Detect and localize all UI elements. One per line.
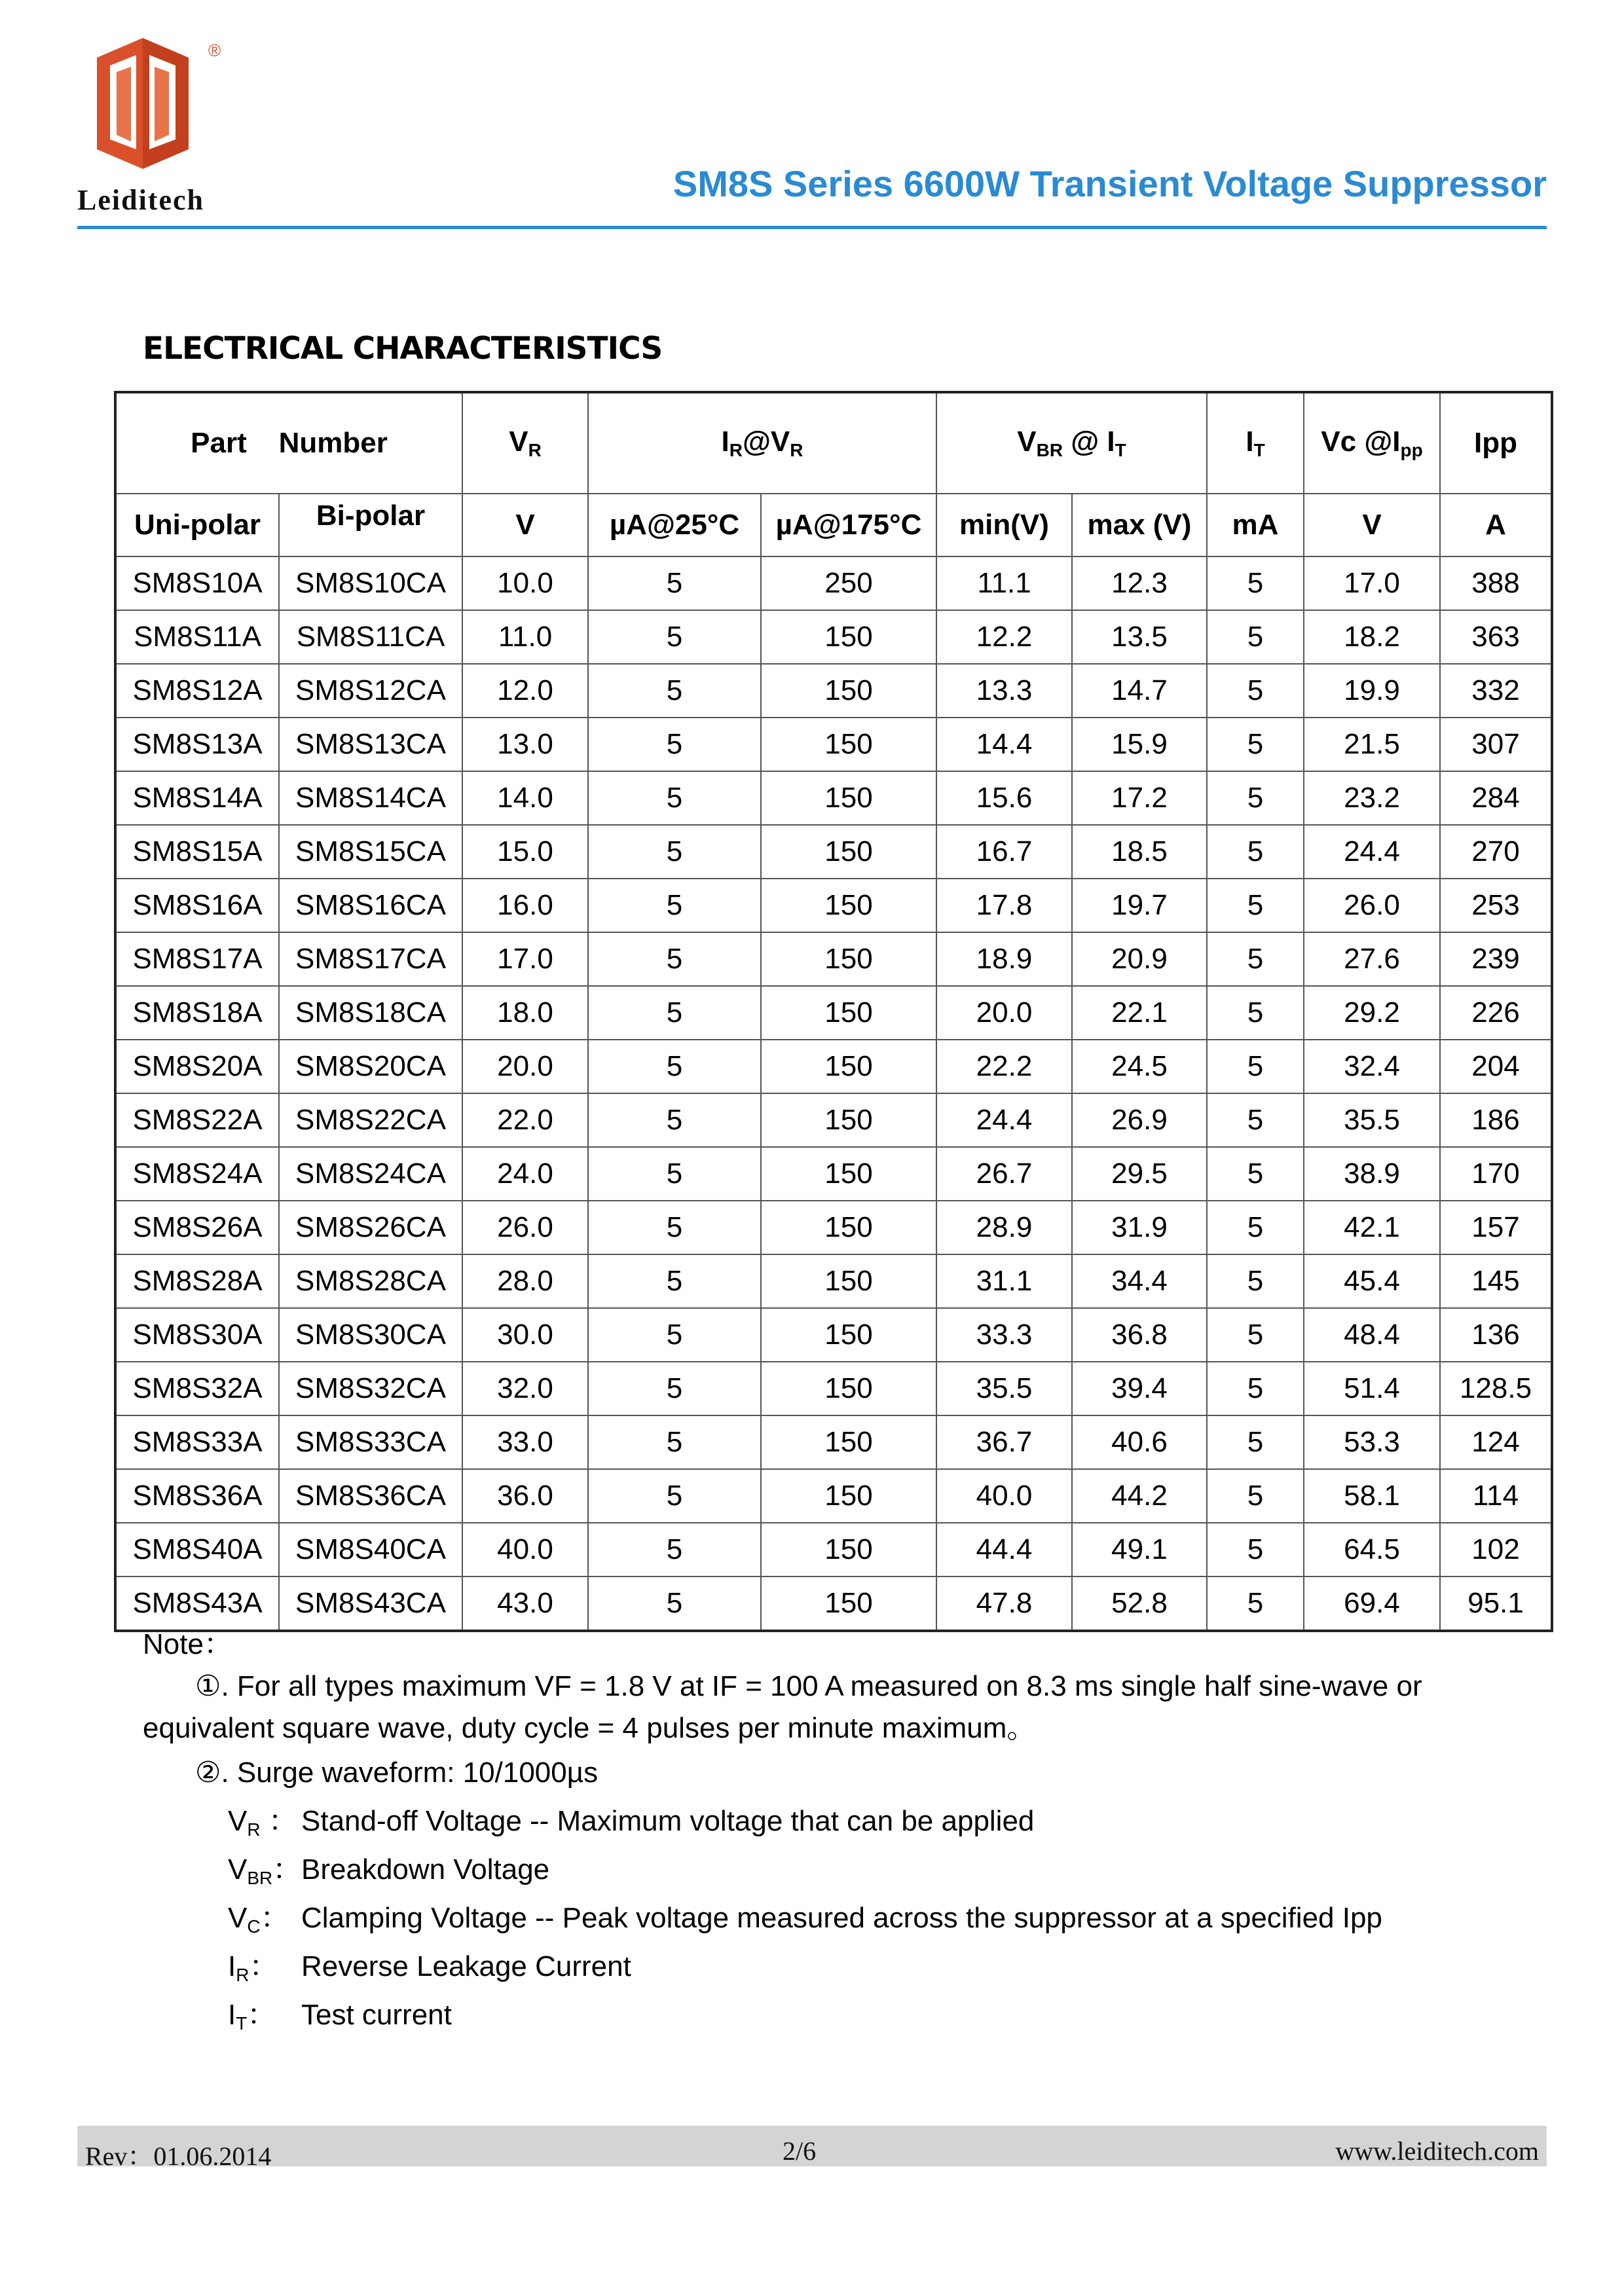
cell-ir-175c: 150 bbox=[761, 1201, 936, 1254]
cell-uni-polar: SM8S12A bbox=[115, 664, 279, 718]
cell-bi-polar: SM8S11CA bbox=[279, 610, 462, 664]
table-row bbox=[115, 1415, 1552, 1469]
symbol-separator: ： bbox=[249, 1950, 278, 1982]
cell-vbr-max: 12.3 bbox=[1072, 556, 1207, 610]
cell-vbr-max: 49.1 bbox=[1072, 1523, 1207, 1576]
cell-vr: 17.0 bbox=[462, 932, 588, 986]
cell-vr: 18.0 bbox=[462, 986, 588, 1040]
symbol-letter: V bbox=[228, 1902, 248, 1934]
cell-vc: 38.9 bbox=[1304, 1147, 1440, 1201]
cell-uni-polar: SM8S10A bbox=[115, 556, 279, 610]
note-1-line-2: equivalent square wave, duty cycle = 4 pulses per minute maximum。 bbox=[143, 1712, 1036, 1744]
cell-vr: 14.0 bbox=[462, 771, 588, 825]
cell-it: 5 bbox=[1207, 879, 1304, 932]
cell-vc: 48.4 bbox=[1304, 1308, 1440, 1362]
table-row bbox=[115, 1093, 1552, 1147]
cell-it: 5 bbox=[1207, 825, 1304, 879]
cell-ir-25c: 5 bbox=[588, 664, 761, 718]
cell-uni-polar: SM8S14A bbox=[115, 771, 279, 825]
cell-vbr-max: 22.1 bbox=[1072, 986, 1207, 1040]
cell-ir-25c: 5 bbox=[588, 1576, 761, 1631]
cell-vc: 19.9 bbox=[1304, 664, 1440, 718]
cell-ir-175c: 150 bbox=[761, 1147, 936, 1201]
cell-vr: 28.0 bbox=[462, 1254, 588, 1308]
cell-ir-175c: 150 bbox=[761, 1576, 936, 1631]
cell-ir-25c: 5 bbox=[588, 1040, 761, 1093]
cell-bi-polar: SM8S36CA bbox=[279, 1469, 462, 1523]
footer-page-number: 2/6 bbox=[783, 2136, 817, 2166]
symbol-subscript: R bbox=[247, 1819, 261, 1840]
cell-uni-polar: SM8S18A bbox=[115, 986, 279, 1040]
cell-vr: 32.0 bbox=[462, 1362, 588, 1415]
cell-ir-175c: 150 bbox=[761, 771, 936, 825]
table-row bbox=[115, 1040, 1552, 1093]
cell-vr: 11.0 bbox=[462, 610, 588, 664]
cell-ir-175c: 150 bbox=[761, 1040, 936, 1093]
cell-it: 5 bbox=[1207, 1093, 1304, 1147]
cell-bi-polar: SM8S33CA bbox=[279, 1415, 462, 1469]
cell-ir-25c: 5 bbox=[588, 1415, 761, 1469]
cell-uni-polar: SM8S33A bbox=[115, 1415, 279, 1469]
header-part-number: Part Number bbox=[115, 392, 462, 494]
cell-bi-polar: SM8S20CA bbox=[279, 1040, 462, 1093]
footer-revision: Rev：01.06.2014 bbox=[85, 2141, 272, 2171]
symbol-subscript: C bbox=[247, 1916, 261, 1937]
symbol-letter: I bbox=[228, 1999, 236, 2031]
cell-vbr-min: 13.3 bbox=[936, 664, 1072, 718]
table-row bbox=[115, 1362, 1552, 1415]
cell-vbr-min: 20.0 bbox=[936, 986, 1072, 1040]
cell-it: 5 bbox=[1207, 1415, 1304, 1469]
definition-text: Reverse Leakage Current bbox=[301, 1950, 631, 1982]
table-row bbox=[115, 1147, 1552, 1201]
header-it: $I_T$ bbox=[1207, 392, 1304, 494]
cell-bi-polar: SM8S12CA bbox=[279, 664, 462, 718]
cell-ir-25c: 5 bbox=[588, 1147, 761, 1201]
cell-vbr-max: 18.5 bbox=[1072, 825, 1207, 879]
cell-vc: 23.2 bbox=[1304, 771, 1440, 825]
cell-vr: 10.0 bbox=[462, 556, 588, 610]
cell-ipp: 157 bbox=[1440, 1201, 1552, 1254]
cell-vc: 32.4 bbox=[1304, 1040, 1440, 1093]
cell-it: 5 bbox=[1207, 556, 1304, 610]
definition-text: Breakdown Voltage bbox=[301, 1853, 550, 1886]
cell-vbr-max: 17.2 bbox=[1072, 771, 1207, 825]
table-row bbox=[115, 1254, 1552, 1308]
definition-symbol bbox=[228, 1849, 301, 1899]
cell-ipp: 388 bbox=[1440, 556, 1552, 610]
definition-symbol bbox=[228, 1946, 301, 1996]
cell-vc: 69.4 bbox=[1304, 1576, 1440, 1631]
cell-vbr-min: 35.5 bbox=[936, 1362, 1072, 1415]
table-row bbox=[115, 556, 1552, 610]
electrical-characteristics-table bbox=[114, 391, 1553, 1632]
cell-uni-polar: SM8S15A bbox=[115, 825, 279, 879]
cell-ir-175c: 150 bbox=[761, 664, 936, 718]
note-2: ②. Surge waveform: 10/1000µs bbox=[195, 1757, 599, 1789]
cell-bi-polar: SM8S40CA bbox=[279, 1523, 462, 1576]
cell-ir-175c: 150 bbox=[761, 1254, 936, 1308]
cell-vbr-max: 36.8 bbox=[1072, 1308, 1207, 1362]
cell-ir-175c: 150 bbox=[761, 825, 936, 879]
cell-vbr-min: 31.1 bbox=[936, 1254, 1072, 1308]
symbol-subscript: R bbox=[236, 1965, 249, 1985]
cell-vbr-min: 33.3 bbox=[936, 1308, 1072, 1362]
cell-uni-polar: SM8S22A bbox=[115, 1093, 279, 1147]
cell-vbr-min: 12.2 bbox=[936, 610, 1072, 664]
cell-ir-25c: 5 bbox=[588, 1469, 761, 1523]
cell-vbr-min: 18.9 bbox=[936, 932, 1072, 986]
cell-vbr-max: 39.4 bbox=[1072, 1362, 1207, 1415]
cell-vr: 43.0 bbox=[462, 1576, 588, 1631]
table-row bbox=[115, 1469, 1552, 1523]
cell-vr: 24.0 bbox=[462, 1147, 588, 1201]
table-subheader-row bbox=[115, 494, 1552, 556]
cell-vbr-max: 20.9 bbox=[1072, 932, 1207, 986]
cell-ipp: 145 bbox=[1440, 1254, 1552, 1308]
header-ipp: Ipp bbox=[1440, 392, 1552, 494]
cell-vbr-max: 15.9 bbox=[1072, 718, 1207, 771]
cell-vbr-max: 26.9 bbox=[1072, 1093, 1207, 1147]
cell-uni-polar: SM8S17A bbox=[115, 932, 279, 986]
cell-vc: 27.6 bbox=[1304, 932, 1440, 986]
cell-ipp: 124 bbox=[1440, 1415, 1552, 1469]
cell-vbr-min: 26.7 bbox=[936, 1147, 1072, 1201]
cell-vbr-min: 22.2 bbox=[936, 1040, 1072, 1093]
cell-uni-polar: SM8S13A bbox=[115, 718, 279, 771]
definition-item bbox=[228, 1800, 1034, 1851]
cell-it: 5 bbox=[1207, 1040, 1304, 1093]
definition-text: Test current bbox=[301, 1999, 452, 2031]
brand-name: Leiditech bbox=[77, 184, 204, 216]
definition-item bbox=[228, 1849, 549, 1899]
cell-uni-polar: SM8S24A bbox=[115, 1147, 279, 1201]
symbol-separator: ： bbox=[247, 1999, 276, 2031]
cell-ipp: 284 bbox=[1440, 771, 1552, 825]
cell-vr: 36.0 bbox=[462, 1469, 588, 1523]
cell-it: 5 bbox=[1207, 1308, 1304, 1362]
cell-ir-175c: 150 bbox=[761, 1415, 936, 1469]
cell-ir-25c: 5 bbox=[588, 1523, 761, 1576]
cell-ir-25c: 5 bbox=[588, 879, 761, 932]
cell-bi-polar: SM8S43CA bbox=[279, 1576, 462, 1631]
cell-ir-175c: 150 bbox=[761, 1469, 936, 1523]
cell-it: 5 bbox=[1207, 1523, 1304, 1576]
cell-it: 5 bbox=[1207, 1147, 1304, 1201]
cell-it: 5 bbox=[1207, 664, 1304, 718]
cell-uni-polar: SM8S28A bbox=[115, 1254, 279, 1308]
cell-vr: 33.0 bbox=[462, 1415, 588, 1469]
cell-vbr-max: 14.7 bbox=[1072, 664, 1207, 718]
cell-it: 5 bbox=[1207, 1201, 1304, 1254]
definition-text: Clamping Voltage -- Peak voltage measured across the suppressor at a specified Ipp bbox=[301, 1902, 1382, 1934]
cell-vr: 22.0 bbox=[462, 1093, 588, 1147]
cell-vbr-max: 13.5 bbox=[1072, 610, 1207, 664]
cell-vbr-min: 11.1 bbox=[936, 556, 1072, 610]
cell-it: 5 bbox=[1207, 1362, 1304, 1415]
cell-ipp: 270 bbox=[1440, 825, 1552, 879]
cell-it: 5 bbox=[1207, 986, 1304, 1040]
cell-vbr-max: 34.4 bbox=[1072, 1254, 1207, 1308]
cell-ir-25c: 5 bbox=[588, 1362, 761, 1415]
cell-vbr-min: 14.4 bbox=[936, 718, 1072, 771]
definition-item bbox=[228, 1946, 631, 1996]
cell-bi-polar: SM8S22CA bbox=[279, 1093, 462, 1147]
definition-item bbox=[228, 1897, 1382, 1948]
cell-vc: 51.4 bbox=[1304, 1362, 1440, 1415]
definition-item bbox=[228, 1994, 452, 2045]
cell-ir-175c: 150 bbox=[761, 1093, 936, 1147]
cell-vbr-max: 52.8 bbox=[1072, 1576, 1207, 1631]
cell-vc: 26.0 bbox=[1304, 879, 1440, 932]
cell-uni-polar: SM8S11A bbox=[115, 610, 279, 664]
definition-symbol bbox=[228, 1800, 301, 1851]
table-row bbox=[115, 932, 1552, 986]
cell-vc: 35.5 bbox=[1304, 1093, 1440, 1147]
cell-it: 5 bbox=[1207, 771, 1304, 825]
table-row bbox=[115, 986, 1552, 1040]
cell-it: 5 bbox=[1207, 932, 1304, 986]
cell-ir-25c: 5 bbox=[588, 986, 761, 1040]
subheader-v: V bbox=[462, 494, 588, 556]
cell-vc: 24.4 bbox=[1304, 825, 1440, 879]
header-vr: $V_R$ bbox=[462, 392, 588, 494]
table-row bbox=[115, 718, 1552, 771]
cell-vbr-min: 40.0 bbox=[936, 1469, 1072, 1523]
cell-vc: 45.4 bbox=[1304, 1254, 1440, 1308]
cell-vr: 15.0 bbox=[462, 825, 588, 879]
subheader-ma: mA bbox=[1207, 494, 1304, 556]
cell-vbr-max: 24.5 bbox=[1072, 1040, 1207, 1093]
cell-vc: 17.0 bbox=[1304, 556, 1440, 610]
cell-vbr-max: 29.5 bbox=[1072, 1147, 1207, 1201]
cell-ipp: 170 bbox=[1440, 1147, 1552, 1201]
cell-vc: 21.5 bbox=[1304, 718, 1440, 771]
cell-it: 5 bbox=[1207, 1576, 1304, 1631]
cell-ir-25c: 5 bbox=[588, 610, 761, 664]
table-header-row bbox=[115, 392, 1552, 494]
cell-ir-25c: 5 bbox=[588, 771, 761, 825]
symbol-separator: ： bbox=[272, 1853, 302, 1886]
registered-mark: ® bbox=[208, 41, 221, 60]
cell-bi-polar: SM8S18CA bbox=[279, 986, 462, 1040]
cell-vr: 12.0 bbox=[462, 664, 588, 718]
cell-ipp: 226 bbox=[1440, 986, 1552, 1040]
table-row bbox=[115, 879, 1552, 932]
cell-uni-polar: SM8S20A bbox=[115, 1040, 279, 1093]
cell-vc: 64.5 bbox=[1304, 1523, 1440, 1576]
cell-ipp: 204 bbox=[1440, 1040, 1552, 1093]
cell-vbr-min: 15.6 bbox=[936, 771, 1072, 825]
cell-ir-25c: 5 bbox=[588, 825, 761, 879]
table-row bbox=[115, 1576, 1552, 1631]
symbol-separator: ： bbox=[260, 1902, 289, 1934]
subheader-uni-polar: Uni-polar bbox=[115, 494, 279, 556]
header-vbr-at-it: $V_{BR}$ @ $I_T$ bbox=[936, 392, 1207, 494]
cell-ir-175c: 150 bbox=[761, 610, 936, 664]
cell-ir-25c: 5 bbox=[588, 556, 761, 610]
table-row bbox=[115, 1201, 1552, 1254]
cell-vbr-min: 24.4 bbox=[936, 1093, 1072, 1147]
subheader-a: A bbox=[1440, 494, 1552, 556]
cell-vbr-max: 44.2 bbox=[1072, 1469, 1207, 1523]
cell-bi-polar: SM8S24CA bbox=[279, 1147, 462, 1201]
cell-it: 5 bbox=[1207, 1469, 1304, 1523]
cell-it: 5 bbox=[1207, 1254, 1304, 1308]
cell-uni-polar: SM8S30A bbox=[115, 1308, 279, 1362]
cell-vr: 26.0 bbox=[462, 1201, 588, 1254]
cell-bi-polar: SM8S32CA bbox=[279, 1362, 462, 1415]
cell-ir-25c: 5 bbox=[588, 1201, 761, 1254]
cell-bi-polar: SM8S28CA bbox=[279, 1254, 462, 1308]
header-divider bbox=[77, 226, 1547, 229]
header-ir-at-vr: $I_R@V_R$ bbox=[588, 392, 936, 494]
cell-vbr-max: 40.6 bbox=[1072, 1415, 1207, 1469]
cell-vr: 40.0 bbox=[462, 1523, 588, 1576]
cell-vc: 18.2 bbox=[1304, 610, 1440, 664]
symbol-subscript: T bbox=[236, 2013, 248, 2033]
cell-it: 5 bbox=[1207, 718, 1304, 771]
cell-bi-polar: SM8S14CA bbox=[279, 771, 462, 825]
cell-ir-175c: 150 bbox=[761, 1362, 936, 1415]
cell-bi-polar: SM8S16CA bbox=[279, 879, 462, 932]
cell-bi-polar: SM8S26CA bbox=[279, 1201, 462, 1254]
cell-ir-175c: 150 bbox=[761, 1523, 936, 1576]
cell-vc: 58.1 bbox=[1304, 1469, 1440, 1523]
cell-uni-polar: SM8S32A bbox=[115, 1362, 279, 1415]
table-row bbox=[115, 610, 1552, 664]
cell-ir-175c: 150 bbox=[761, 1308, 936, 1362]
cell-ipp: 363 bbox=[1440, 610, 1552, 664]
cell-ir-175c: 150 bbox=[761, 932, 936, 986]
cell-vc: 29.2 bbox=[1304, 986, 1440, 1040]
cell-bi-polar: SM8S10CA bbox=[279, 556, 462, 610]
cell-ipp: 332 bbox=[1440, 664, 1552, 718]
cell-ir-25c: 5 bbox=[588, 932, 761, 986]
cell-vr: 13.0 bbox=[462, 718, 588, 771]
cell-vr: 16.0 bbox=[462, 879, 588, 932]
cell-ir-25c: 5 bbox=[588, 718, 761, 771]
cell-ipp: 95.1 bbox=[1440, 1576, 1552, 1631]
note-1-line-1: ①. For all types maximum VF = 1.8 V at IF = 100 A measured on 8.3 ms single half sine-wave or bbox=[195, 1670, 1422, 1702]
cell-ipp: 239 bbox=[1440, 932, 1552, 986]
symbol-letter: V bbox=[228, 1853, 248, 1886]
cell-vc: 53.3 bbox=[1304, 1415, 1440, 1469]
company-logo bbox=[77, 31, 241, 221]
symbol-letter: V bbox=[228, 1805, 248, 1837]
table-row bbox=[115, 664, 1552, 718]
cell-vc: 42.1 bbox=[1304, 1201, 1440, 1254]
cell-vbr-min: 16.7 bbox=[936, 825, 1072, 879]
cell-uni-polar: SM8S40A bbox=[115, 1523, 279, 1576]
symbol-separator: ： bbox=[260, 1805, 297, 1837]
definition-text: Stand-off Voltage -- Maximum voltage that can be applied bbox=[301, 1805, 1035, 1837]
cell-vbr-min: 17.8 bbox=[936, 879, 1072, 932]
subheader-v-clamp: V bbox=[1304, 494, 1440, 556]
cell-uni-polar: SM8S26A bbox=[115, 1201, 279, 1254]
cell-ipp: 136 bbox=[1440, 1308, 1552, 1362]
subheader-min: min(V) bbox=[936, 494, 1072, 556]
subheader-ua-25c: µA@25°C bbox=[588, 494, 761, 556]
symbol-subscript: BR bbox=[247, 1868, 273, 1888]
cell-uni-polar: SM8S43A bbox=[115, 1576, 279, 1631]
document-title: SM8S Series 6600W Transient Voltage Suppressor bbox=[673, 163, 1547, 204]
subheader-ua-175c: µA@175°C bbox=[761, 494, 936, 556]
subheader-max: max (V) bbox=[1072, 494, 1207, 556]
cell-bi-polar: SM8S13CA bbox=[279, 718, 462, 771]
cell-it: 5 bbox=[1207, 610, 1304, 664]
note-label: Note： bbox=[143, 1628, 232, 1660]
definition-symbol bbox=[228, 1994, 301, 2045]
cell-vbr-max: 31.9 bbox=[1072, 1201, 1207, 1254]
cell-uni-polar: SM8S16A bbox=[115, 879, 279, 932]
cell-ipp: 186 bbox=[1440, 1093, 1552, 1147]
header-vc-at-ipp: Vc $@I_{pp}$ bbox=[1304, 392, 1440, 494]
cell-ir-175c: 250 bbox=[761, 556, 936, 610]
cell-ipp: 128.5 bbox=[1440, 1362, 1552, 1415]
cell-bi-polar: SM8S17CA bbox=[279, 932, 462, 986]
cell-ir-175c: 150 bbox=[761, 879, 936, 932]
table-row bbox=[115, 771, 1552, 825]
cell-ipp: 114 bbox=[1440, 1469, 1552, 1523]
cell-vbr-min: 44.4 bbox=[936, 1523, 1072, 1576]
footer-website: www.leiditech.com bbox=[1335, 2136, 1539, 2166]
cell-ir-25c: 5 bbox=[588, 1254, 761, 1308]
table-row bbox=[115, 1523, 1552, 1576]
cell-uni-polar: SM8S36A bbox=[115, 1469, 279, 1523]
definition-symbol bbox=[228, 1897, 301, 1948]
cell-vbr-min: 28.9 bbox=[936, 1201, 1072, 1254]
symbol-letter: I bbox=[228, 1950, 236, 1982]
cell-ir-25c: 5 bbox=[588, 1308, 761, 1362]
cell-ipp: 253 bbox=[1440, 879, 1552, 932]
cell-vr: 30.0 bbox=[462, 1308, 588, 1362]
cell-ipp: 102 bbox=[1440, 1523, 1552, 1576]
cell-ir-175c: 150 bbox=[761, 986, 936, 1040]
cell-ipp: 307 bbox=[1440, 718, 1552, 771]
cell-ir-175c: 150 bbox=[761, 718, 936, 771]
cell-ir-25c: 5 bbox=[588, 1093, 761, 1147]
cell-bi-polar: SM8S15CA bbox=[279, 825, 462, 879]
cell-bi-polar: SM8S30CA bbox=[279, 1308, 462, 1362]
section-title: ELECTRICAL CHARACTERISTICS bbox=[143, 331, 663, 367]
subheader-bi-polar: Bi-polar bbox=[279, 494, 462, 556]
cell-vbr-min: 47.8 bbox=[936, 1576, 1072, 1631]
cell-vbr-max: 19.7 bbox=[1072, 879, 1207, 932]
table-row bbox=[115, 1308, 1552, 1362]
cell-vbr-min: 36.7 bbox=[936, 1415, 1072, 1469]
cell-vr: 20.0 bbox=[462, 1040, 588, 1093]
table-row bbox=[115, 825, 1552, 879]
